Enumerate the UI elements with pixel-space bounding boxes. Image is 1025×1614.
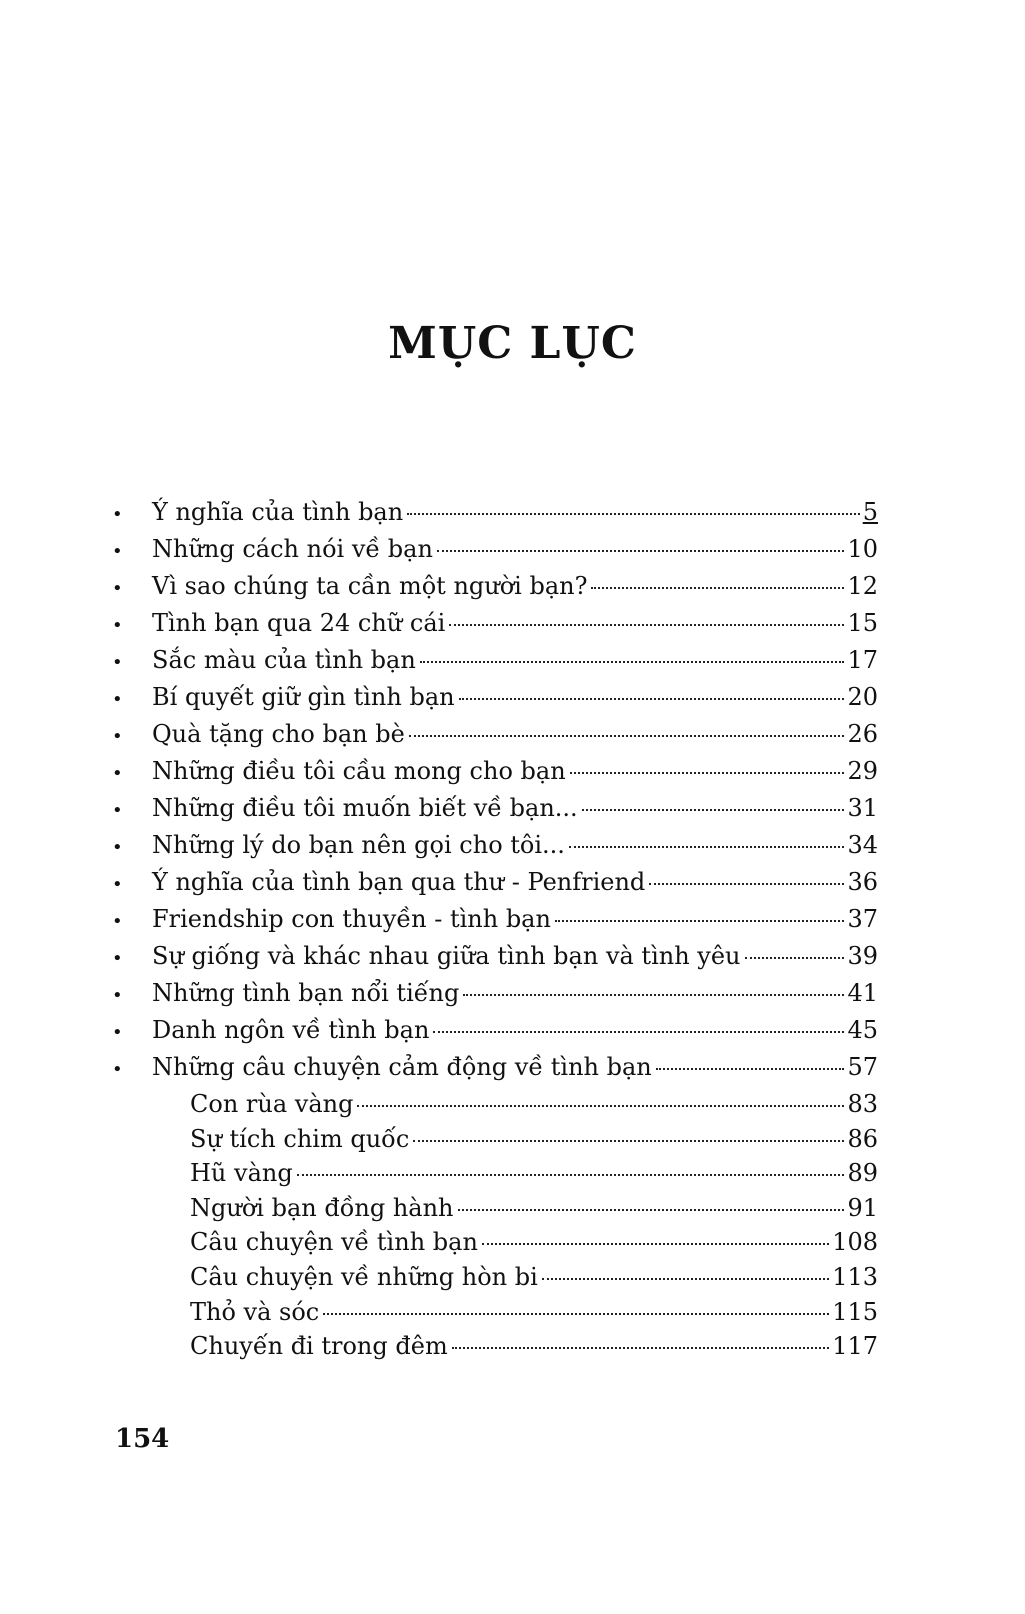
toc-subentry-title: Câu chuyện về tình bạn: [190, 1228, 478, 1257]
toc-subentry-page: 113: [832, 1262, 878, 1291]
bullet: •: [112, 652, 123, 673]
toc-entry-title: Danh ngôn về tình bạn: [152, 1016, 430, 1044]
toc-entry[interactable]: [112, 646, 878, 683]
dot-leader: [459, 698, 845, 700]
toc-subentry-title: Thỏ và sóc: [190, 1297, 320, 1326]
toc-entry-page: 12: [847, 572, 878, 600]
toc-entry-title: Sắc màu của tình bạn: [152, 646, 416, 674]
dot-leader: [745, 957, 845, 959]
toc-entry[interactable]: [112, 757, 878, 794]
toc-entry-page: 15: [847, 609, 878, 637]
toc-entry-page: 39: [847, 942, 878, 970]
toc-subentry[interactable]: [112, 1298, 878, 1333]
dot-leader: [482, 1243, 829, 1245]
bullet: •: [112, 689, 123, 710]
dot-leader: [452, 1347, 829, 1349]
toc-entry-page: 26: [847, 720, 878, 748]
bullet: •: [112, 911, 123, 932]
bullet: •: [112, 985, 123, 1006]
dot-leader: [413, 1140, 844, 1142]
bullet: •: [112, 541, 123, 562]
toc-subentry-title: Câu chuyện về những hòn bi: [190, 1262, 538, 1291]
toc-entry-title: Tình bạn qua 24 chữ cái: [152, 609, 446, 637]
toc-entry-page: 17: [847, 646, 878, 674]
dot-leader: [582, 809, 845, 811]
bullet: •: [112, 1059, 123, 1080]
toc-entry-page: 41: [847, 979, 878, 1007]
dot-leader: [463, 994, 844, 996]
table-of-contents: [112, 498, 878, 1367]
dot-leader: [570, 772, 845, 774]
dot-leader: [407, 513, 860, 515]
page-title: MỤC LỤC: [388, 318, 637, 369]
toc-subentry-page: 115: [832, 1297, 878, 1326]
dot-leader: [420, 661, 845, 663]
dot-leader: [323, 1313, 829, 1315]
toc-entry-page: 36: [847, 868, 878, 896]
toc-entry-page: 5: [862, 498, 878, 526]
bullet: •: [112, 948, 123, 969]
toc-subentry-page: 117: [832, 1332, 878, 1361]
toc-entry-title: Những lý do bạn nên gọi cho tôi...: [152, 831, 565, 859]
toc-entry[interactable]: [112, 683, 878, 720]
bullet: •: [112, 763, 123, 784]
toc-entry-title: Bí quyết giữ gìn tình bạn: [152, 683, 455, 711]
toc-entry-title: Những cách nói về bạn: [152, 535, 433, 563]
toc-subentry-title: Hũ vàng: [190, 1159, 293, 1188]
toc-subentry-page: 91: [847, 1193, 878, 1222]
dot-leader: [433, 1031, 844, 1033]
toc-entry-page: 10: [847, 535, 878, 563]
dot-leader: [542, 1278, 829, 1280]
toc-entry[interactable]: [112, 905, 878, 942]
page-number: 154: [115, 1424, 170, 1454]
toc-entry[interactable]: [112, 572, 878, 609]
toc-subentry-page: 83: [847, 1090, 878, 1118]
toc-subentry[interactable]: [112, 1159, 878, 1194]
dot-leader: [649, 883, 844, 885]
toc-entry-page: 34: [847, 831, 878, 859]
toc-subentry-title: Con rùa vàng: [190, 1090, 354, 1118]
toc-subentry[interactable]: [112, 1332, 878, 1367]
toc-entry-page: 29: [847, 757, 878, 785]
toc-entry[interactable]: [112, 609, 878, 646]
bullet: •: [112, 800, 123, 821]
bullet: •: [112, 615, 123, 636]
dot-leader: [437, 550, 845, 552]
toc-entry[interactable]: [112, 1016, 878, 1053]
dot-leader: [555, 920, 845, 922]
dot-leader: [449, 624, 844, 626]
toc-entry-title: Ý nghĩa của tình bạn: [152, 498, 404, 526]
toc-entry[interactable]: [112, 942, 878, 979]
toc-subentry[interactable]: [112, 1228, 878, 1263]
bullet: •: [112, 726, 123, 747]
toc-entry[interactable]: [112, 831, 878, 868]
toc-entry-title: Những điều tôi muốn biết về bạn...: [152, 794, 578, 822]
toc-entry[interactable]: [112, 979, 878, 1016]
toc-entry-title: Những tình bạn nổi tiếng: [152, 979, 460, 1007]
bullet: •: [112, 1022, 123, 1043]
toc-subentry[interactable]: [112, 1263, 878, 1298]
dot-leader: [297, 1174, 845, 1176]
bullet: •: [112, 874, 123, 895]
toc-entry-page: 20: [847, 683, 878, 711]
dot-leader: [591, 587, 844, 589]
toc-subentry-page: 108: [832, 1228, 878, 1257]
dot-leader: [656, 1068, 845, 1070]
toc-entry[interactable]: [112, 868, 878, 905]
toc-entry-page: 37: [847, 905, 878, 933]
toc-entry-title: Sự giống và khác nhau giữa tình bạn và tình yêu: [152, 942, 741, 970]
toc-subentry[interactable]: [112, 1090, 878, 1125]
bullet: •: [112, 837, 123, 858]
dot-leader: [458, 1209, 845, 1211]
toc-entry[interactable]: [112, 794, 878, 831]
toc-entry-page: 31: [847, 794, 878, 822]
toc-entry-page: 45: [847, 1016, 878, 1044]
toc-entry-title: Vì sao chúng ta cần một người bạn?: [152, 572, 588, 600]
toc-entry-title: Những câu chuyện cảm động về tình bạn: [152, 1053, 652, 1081]
bullet: •: [112, 504, 123, 525]
dot-leader: [409, 735, 845, 737]
dot-leader: [569, 846, 845, 848]
toc-entry-title: Quà tặng cho bạn bè: [152, 720, 405, 748]
toc-subentry[interactable]: [112, 1194, 878, 1229]
toc-subentry-page: 86: [847, 1124, 878, 1153]
dot-leader: [357, 1105, 844, 1107]
toc-entry[interactable]: [112, 720, 878, 757]
toc-subentry-page: 89: [847, 1159, 878, 1188]
toc-entry[interactable]: [112, 498, 878, 535]
toc-entry-title: Ý nghĩa của tình bạn qua thư - Penfriend: [152, 868, 646, 896]
toc-subentry-title: Người bạn đồng hành: [190, 1193, 454, 1222]
toc-entry[interactable]: [112, 535, 878, 572]
toc-entry-page: 57: [847, 1053, 878, 1081]
toc-entry[interactable]: [112, 1053, 878, 1090]
bullet: •: [112, 578, 123, 599]
toc-entry-title: Friendship con thuyền - tình bạn: [152, 905, 551, 933]
toc-subentry-title: Chuyến đi trong đêm: [190, 1332, 448, 1361]
toc-entry-title: Những điều tôi cầu mong cho bạn: [152, 757, 566, 785]
toc-subentry-title: Sự tích chim quốc: [190, 1124, 410, 1153]
toc-subentry[interactable]: [112, 1125, 878, 1160]
